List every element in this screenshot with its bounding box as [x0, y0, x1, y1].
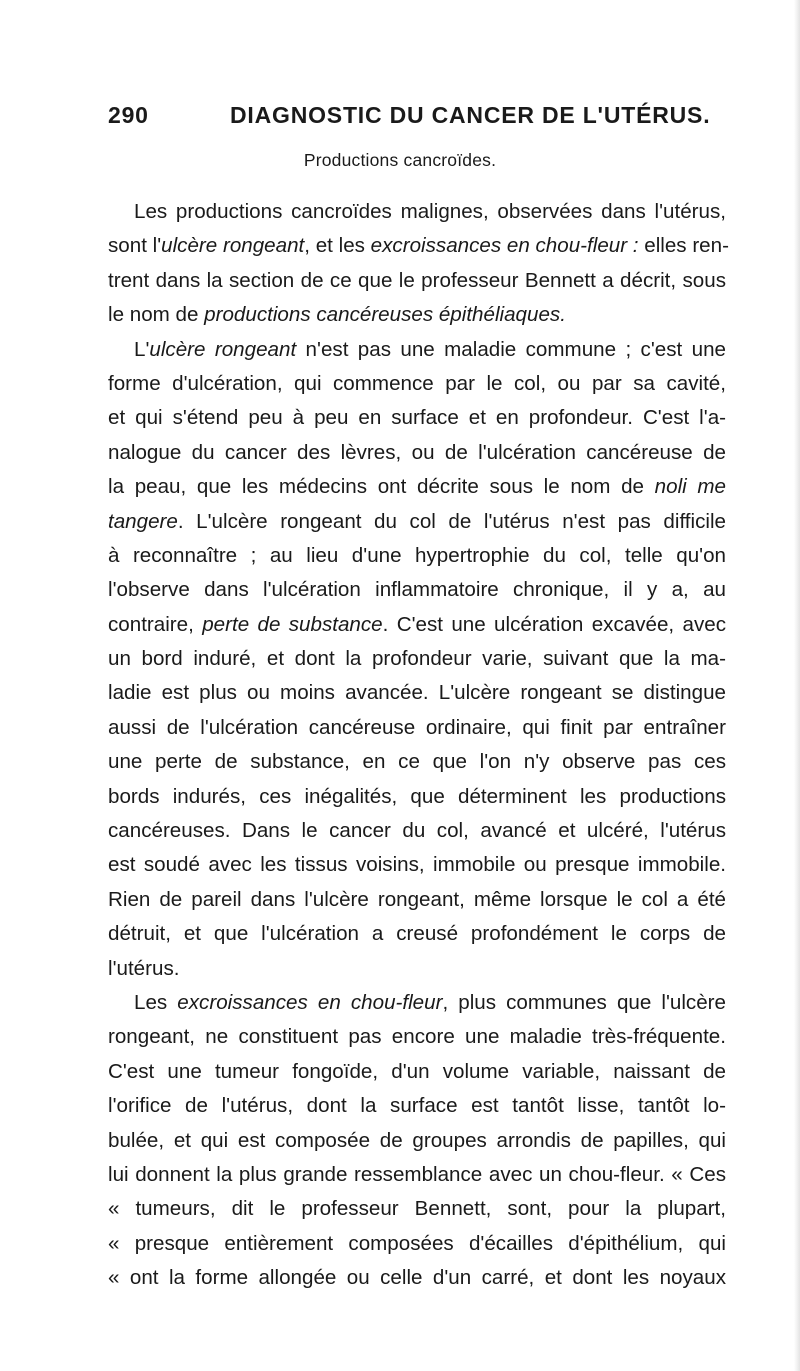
text-line: [108, 848, 726, 882]
text-run: n'est pas une maladie commune ; c'est une: [296, 337, 726, 361]
page-number: 290: [108, 102, 149, 128]
text-line: [108, 1089, 726, 1123]
text-line: [108, 333, 726, 367]
text-line: [108, 814, 726, 848]
text-run: à reconnaître ; au lieu d'une hypertrophie du col, telle qu'on: [108, 543, 726, 567]
text-line: [108, 470, 726, 504]
paragraph: [108, 333, 726, 986]
text-run: elles ren-: [638, 234, 729, 258]
body-text: [108, 195, 729, 1296]
text-line: [108, 711, 726, 745]
italic-text: noli me: [654, 475, 727, 499]
text-line: [108, 539, 726, 573]
text-line: [108, 264, 726, 298]
text-run: , et les: [304, 234, 371, 258]
text-line: [108, 573, 726, 607]
text-run: , plus communes que l'ulcère: [442, 990, 726, 1014]
text-run: Les productions cancroïdes malignes, observées dans l'utérus,: [134, 200, 726, 223]
text-run: le nom de: [108, 303, 205, 327]
text-run: un bord induré, et dont la profondeur varie, suivant que la ma-: [108, 647, 726, 671]
text-line: [108, 1158, 726, 1192]
text-line: [108, 436, 726, 470]
italic-text: perte de substance: [202, 612, 383, 636]
text-run: lui donnent la plus grande ressemblance avec un chou-fleur. « Ces: [108, 1162, 726, 1186]
text-run: contraire,: [108, 612, 203, 636]
text-line: [108, 1261, 726, 1295]
text-run: rongeant, ne constituent pas encore une maladie très-fréquente.: [108, 1025, 726, 1049]
text-run: est soudé avec les tissus voisins, immobile ou presque immobile.: [108, 853, 726, 877]
text-run: Les: [134, 990, 178, 1014]
italic-text: ulcère rongeant: [161, 234, 305, 258]
text-run: « ont la forme allongée ou celle d'un carré, et dont les noyaux: [108, 1266, 726, 1290]
text-line: [108, 1124, 726, 1158]
text-run: Rien de pareil dans l'ulcère rongeant, même lorsque le col a été: [108, 887, 726, 911]
section-title: Productions cancroïdes.: [303, 150, 497, 170]
text-run: ladie est plus ou moins avancée. L'ulcère rongeant se distingue: [108, 681, 726, 705]
text-line: [108, 780, 726, 814]
text-line: [108, 1055, 726, 1089]
text-line: [108, 195, 726, 229]
text-line: [108, 952, 726, 986]
text-run: l'orifice de l'utérus, dont la surface est tantôt lisse, tantôt lo-: [108, 1094, 726, 1118]
text-line: [108, 298, 726, 332]
text-run: sont l': [108, 234, 162, 258]
text-line: [108, 986, 726, 1020]
text-run: une perte de substance, en ce que l'on n'y observe pas ces: [108, 750, 726, 774]
text-run: nalogue du cancer des lèvres, ou de l'ulcération cancéreuse de: [108, 440, 726, 464]
text-line: [108, 883, 726, 917]
text-run: l'utérus.: [108, 956, 180, 980]
text-run: « tumeurs, dit le professeur Bennett, sont, pour la plupart,: [108, 1197, 726, 1221]
text-line: [108, 1192, 726, 1226]
italic-text: productions cancéreuses épithéliaques.: [204, 303, 566, 327]
italic-text: ulcère rongeant: [149, 337, 297, 361]
text-run: L': [134, 337, 150, 361]
text-run: « presque entièrement composées d'écailles d'épithélium, qui: [108, 1231, 726, 1255]
text-line: [108, 367, 726, 401]
text-run: C'est une tumeur fongoïde, d'un volume variable, naissant de: [108, 1059, 726, 1083]
italic-text: excroissances en chou-fleur :: [370, 234, 639, 258]
text-run: . C'est une ulcération excavée, avec: [382, 612, 726, 636]
italic-text: excroissances en chou-fleur: [177, 990, 443, 1014]
text-line: [108, 917, 726, 951]
text-line: [108, 505, 726, 539]
text-line: [108, 1020, 726, 1054]
paragraph: [108, 195, 729, 333]
text-run: forme d'ulcération, qui commence par le col, ou par sa cavité,: [108, 371, 726, 395]
text-run: trent dans la section de ce que le professeur Bennett a décrit, sous: [108, 268, 726, 292]
text-run: bulée, et qui est composée de groupes arrondis de papilles, qui: [108, 1128, 726, 1152]
text-line: [108, 229, 729, 263]
text-run: et qui s'étend peu à peu en surface et en profondeur. C'est l'a-: [108, 406, 726, 430]
text-run: . L'ulcère rongeant du col de l'utérus n'est pas difficile: [177, 509, 726, 533]
italic-text: tangere: [108, 509, 178, 533]
page-header: [108, 102, 728, 142]
text-run: aussi de l'ulcération cancéreuse ordinaire, qui finit par entraîner: [108, 715, 726, 739]
text-run: détruit, et que l'ulcération a creusé profondément le corps de: [108, 922, 726, 946]
text-run: la peau, que les médecins ont décrite sous le nom de: [108, 475, 655, 499]
text-line: [108, 676, 726, 710]
text-run: cancéreuses. Dans le cancer du col, avancé et ulcéré, l'utérus: [108, 819, 726, 843]
text-line: [108, 642, 726, 676]
running-head: DIAGNOSTIC DU CANCER DE L'UTÉRUS.: [230, 102, 711, 128]
text-run: bords indurés, ces inégalités, que déterminent les productions: [108, 784, 726, 808]
text-run: l'observe dans l'ulcération inflammatoire chronique, il y a, au: [108, 578, 726, 602]
text-line: [108, 608, 726, 642]
paragraph: [108, 986, 726, 1296]
text-line: [108, 745, 726, 779]
text-line: [108, 401, 726, 435]
text-line: [108, 1227, 726, 1261]
page-edge: [794, 0, 800, 1371]
